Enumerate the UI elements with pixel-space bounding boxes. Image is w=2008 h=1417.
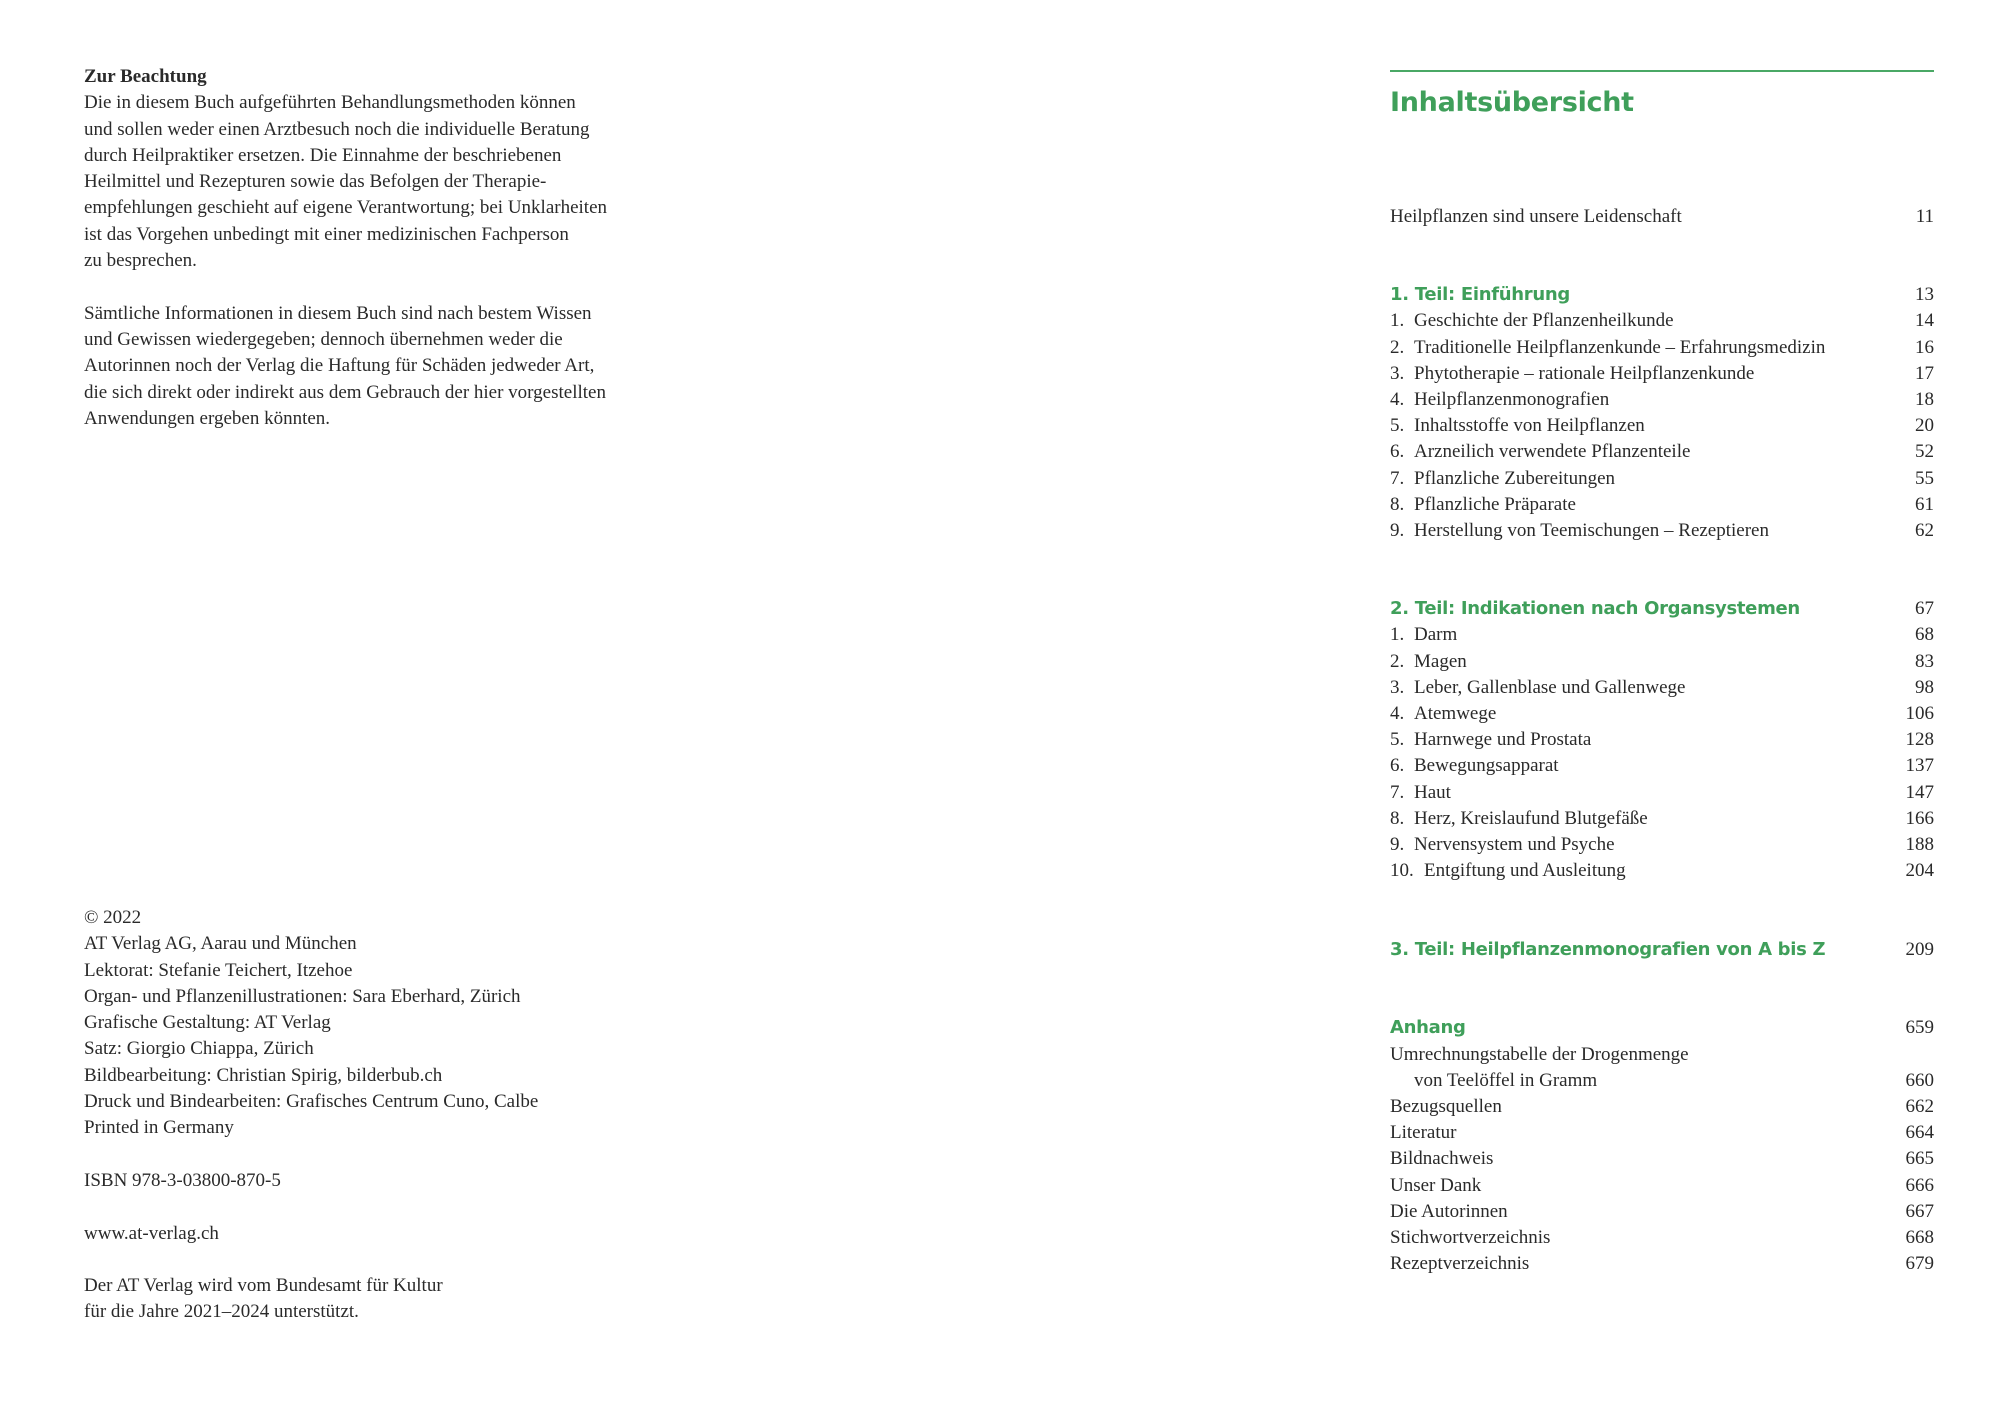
toc-entry-number: 1. bbox=[1390, 624, 1405, 646]
toc-entry-title: Bildnachweis bbox=[1390, 1148, 1494, 1170]
disclaimer-line: Autorinnen noch der Verlag die Haftung für Schäden jedweder Art, bbox=[84, 355, 595, 377]
funding-note: Der AT Verlag wird vom Bundesamt für Kultur bbox=[84, 1275, 443, 1297]
toc-entry-page: 11 bbox=[1915, 206, 1934, 227]
toc-entry-page: 98 bbox=[1915, 676, 1934, 698]
toc-entry-title bbox=[1390, 701, 1496, 727]
notice-line: durch Heilpraktiker ersetzen. Die Einnahme der beschriebenen bbox=[84, 144, 562, 166]
toc-entry-title bbox=[1390, 622, 1457, 648]
imprint-section bbox=[84, 905, 684, 1326]
toc-entry-page: 662 bbox=[1905, 1096, 1934, 1118]
toc-entry-text: Herz, Kreislaufund Blutgefäße bbox=[1414, 807, 1648, 829]
toc-entry-number: 6. bbox=[1390, 755, 1405, 777]
disclaimer-line: die sich direkt oder indirekt aus dem Gebrauch der hier vorgestellten bbox=[84, 381, 606, 403]
toc-entry-text: Atemwege bbox=[1414, 703, 1497, 725]
toc-entry-number: 3. bbox=[1390, 362, 1405, 384]
toc-entry-title: Heilpflanzen sind unsere Leidenschaft bbox=[1390, 206, 1682, 227]
toc-entry[interactable] bbox=[1390, 361, 1934, 387]
toc-divider bbox=[1390, 70, 1934, 72]
toc-entry-title bbox=[1390, 753, 1559, 779]
toc-entry-text: Phytotherapie – rationale Heilpflanzenkunde bbox=[1414, 362, 1755, 384]
toc-entry-number: 6. bbox=[1390, 441, 1405, 463]
toc-entry[interactable] bbox=[1390, 518, 1934, 544]
toc-entry-page: 166 bbox=[1905, 807, 1934, 829]
toc-entry[interactable] bbox=[1390, 439, 1934, 465]
toc-entry-text: Pflanzliche Präparate bbox=[1414, 493, 1576, 515]
toc-entry-page: 668 bbox=[1905, 1227, 1934, 1249]
copyright: © 2022 bbox=[84, 907, 142, 928]
notice-section bbox=[84, 64, 684, 432]
funding-note: für die Jahre 2021–2024 unterstützt. bbox=[84, 1301, 359, 1323]
toc-entry-page: 52 bbox=[1915, 441, 1934, 463]
toc-part-2[interactable] bbox=[1390, 596, 1934, 622]
printed-in: Printed in Germany bbox=[84, 1117, 234, 1139]
toc-entry-title: Bezugsquellen bbox=[1390, 1096, 1502, 1118]
toc-entry[interactable] bbox=[1390, 806, 1934, 832]
toc-entry-page: 68 bbox=[1915, 624, 1934, 646]
toc-entry-page: 204 bbox=[1905, 860, 1934, 882]
toc-entry-title bbox=[1390, 806, 1648, 832]
toc-entry[interactable] bbox=[1390, 753, 1934, 779]
toc-entry-number: 4. bbox=[1390, 703, 1405, 725]
toc-part-title: 3. Teil: Heilpflanzenmonografien von A bis Z bbox=[1390, 938, 1826, 960]
toc-entry-text: Leber, Gallenblase und Gallenwege bbox=[1414, 676, 1686, 698]
toc-entry-number: 4. bbox=[1390, 389, 1405, 411]
toc-entry-page: 14 bbox=[1915, 310, 1934, 332]
toc-entry-number: 10. bbox=[1390, 860, 1414, 882]
toc-part-title: 1. Teil: Einführung bbox=[1390, 284, 1570, 306]
toc-entry[interactable] bbox=[1390, 675, 1934, 701]
toc-entry[interactable] bbox=[1390, 413, 1934, 439]
toc-entry-page: 679 bbox=[1905, 1253, 1934, 1275]
typesetting-credit: Satz: Giorgio Chiappa, Zürich bbox=[84, 1038, 314, 1060]
toc-entry-title: Stichwortverzeichnis bbox=[1390, 1227, 1551, 1249]
toc-part-page: 67 bbox=[1915, 598, 1934, 620]
toc-entry-text: Haut bbox=[1414, 781, 1451, 803]
toc-entry-number: 2. bbox=[1390, 336, 1405, 358]
toc-entry-number: 2. bbox=[1390, 650, 1405, 672]
table-of-contents bbox=[1390, 70, 1934, 1277]
toc-entry-page: 20 bbox=[1915, 415, 1934, 437]
notice-line: zu besprechen. bbox=[84, 250, 197, 272]
toc-entry-title bbox=[1390, 727, 1591, 753]
toc-entry-page: 83 bbox=[1915, 650, 1934, 672]
toc-entry[interactable] bbox=[1390, 780, 1934, 806]
toc-entry[interactable] bbox=[1390, 622, 1934, 648]
notice-line: Die in diesem Buch aufgeführten Behandlungsmethoden können bbox=[84, 92, 576, 114]
notice-line: empfehlungen geschieht auf eigene Verantwortung; bei Unklarheiten bbox=[84, 197, 608, 219]
disclaimer-line: und Gewissen wiedergegeben; dennoch übernehmen weder die bbox=[84, 328, 563, 350]
toc-entry-title bbox=[1390, 361, 1754, 387]
toc-entry-title: Unser Dank bbox=[1390, 1174, 1482, 1196]
toc-entry-page: 664 bbox=[1905, 1122, 1934, 1144]
toc-entry[interactable] bbox=[1390, 701, 1934, 727]
toc-entry-title: Die Autorinnen bbox=[1390, 1200, 1508, 1222]
toc-entry-page: 61 bbox=[1915, 493, 1934, 515]
toc-entry-intro[interactable] bbox=[1390, 204, 1934, 230]
toc-entry-title bbox=[1390, 308, 1674, 334]
disclaimer-line: Sämtliche Informationen in diesem Buch sind nach bestem Wissen bbox=[84, 302, 592, 324]
toc-entry[interactable] bbox=[1390, 335, 1934, 361]
toc-entry[interactable] bbox=[1390, 1173, 1934, 1199]
toc-entry-text: Pflanzliche Zubereitungen bbox=[1414, 467, 1616, 489]
toc-part-page: 209 bbox=[1905, 938, 1934, 960]
toc-entry[interactable] bbox=[1390, 1225, 1934, 1251]
toc-entry[interactable] bbox=[1390, 492, 1934, 518]
toc-part-title: Anhang bbox=[1390, 1017, 1466, 1039]
toc-entry-text: Geschichte der Pflanzenheilkunde bbox=[1414, 310, 1674, 332]
toc-list bbox=[1390, 120, 1934, 1277]
toc-entry-title bbox=[1390, 466, 1615, 492]
toc-entry-title: Literatur bbox=[1390, 1122, 1457, 1144]
toc-entry-page: 62 bbox=[1915, 520, 1934, 542]
toc-part-page: 13 bbox=[1915, 284, 1934, 306]
toc-entry[interactable] bbox=[1390, 1120, 1934, 1146]
toc-entry-text: Inhaltsstoffe von Heilpflanzen bbox=[1414, 415, 1645, 437]
toc-entry-text: Nervensystem und Psyche bbox=[1414, 834, 1615, 856]
toc-entry[interactable] bbox=[1390, 858, 1934, 884]
toc-entry-page: 666 bbox=[1905, 1174, 1934, 1196]
toc-entry-title bbox=[1390, 387, 1609, 413]
toc-entry-number: 3. bbox=[1390, 676, 1405, 698]
design-credit: Grafische Gestaltung: AT Verlag bbox=[84, 1012, 331, 1034]
notice-line: ist das Vorgehen unbedingt mit einer medizinischen Fachperson bbox=[84, 223, 569, 245]
toc-entry-page: 665 bbox=[1905, 1148, 1934, 1170]
toc-entry-page: 106 bbox=[1905, 703, 1934, 725]
toc-entry[interactable] bbox=[1390, 727, 1934, 753]
toc-entry-text: Magen bbox=[1414, 650, 1467, 672]
toc-heading: Inhaltsübersicht bbox=[1390, 87, 1634, 118]
toc-entry-number: 8. bbox=[1390, 807, 1405, 829]
toc-entry-title bbox=[1390, 649, 1467, 675]
toc-entry-number: 7. bbox=[1390, 467, 1405, 489]
notice-line: Heilmittel und Rezepturen sowie das Befolgen der Therapie- bbox=[84, 171, 547, 193]
notice-line: und sollen weder einen Arztbesuch noch die individuelle Beratung bbox=[84, 118, 590, 140]
toc-entry-text: Bewegungsapparat bbox=[1414, 755, 1559, 777]
toc-entry-text: Entgiftung und Ausleitung bbox=[1424, 860, 1626, 882]
toc-entry-page: 17 bbox=[1915, 362, 1934, 384]
toc-entry-title bbox=[1390, 492, 1576, 518]
toc-part-page: 659 bbox=[1905, 1017, 1934, 1039]
toc-entry-title bbox=[1390, 518, 1769, 544]
disclaimer-line: Anwendungen ergeben könnten. bbox=[84, 407, 331, 429]
editing-credit: Lektorat: Stefanie Teichert, Itzehoe bbox=[84, 959, 353, 981]
toc-appendix[interactable] bbox=[1390, 1015, 1934, 1041]
toc-entry-number: 9. bbox=[1390, 834, 1405, 856]
toc-entry-number: 8. bbox=[1390, 493, 1405, 515]
toc-entry-number: 5. bbox=[1390, 415, 1405, 437]
toc-entry-number: 1. bbox=[1390, 310, 1405, 332]
toc-entry[interactable] bbox=[1390, 1042, 1934, 1068]
toc-entry-text: Harnwege und Prostata bbox=[1414, 729, 1592, 751]
illustrations-credit: Organ- und Pflanzenillustrationen: Sara Eberhard, Zürich bbox=[84, 985, 521, 1007]
toc-entry-page: 660 bbox=[1905, 1069, 1934, 1091]
toc-entry-title bbox=[1390, 335, 1825, 361]
toc-entry-title bbox=[1390, 413, 1645, 439]
toc-part-title: 2. Teil: Indikationen nach Organsystemen bbox=[1390, 598, 1800, 620]
toc-entry-page: 137 bbox=[1905, 755, 1934, 777]
toc-entry-number: 9. bbox=[1390, 520, 1405, 542]
toc-entry[interactable] bbox=[1390, 1094, 1934, 1120]
toc-entry[interactable] bbox=[1390, 308, 1934, 334]
toc-entry[interactable] bbox=[1390, 1251, 1934, 1277]
toc-entry-page: 55 bbox=[1915, 467, 1934, 489]
toc-entry[interactable] bbox=[1390, 832, 1934, 858]
toc-entry[interactable] bbox=[1390, 1068, 1934, 1094]
toc-entry-text: Herstellung von Teemischungen – Rezeptieren bbox=[1414, 520, 1769, 542]
toc-entry-title bbox=[1390, 780, 1451, 806]
toc-entry-page: 16 bbox=[1915, 336, 1934, 358]
toc-entry[interactable] bbox=[1390, 1199, 1934, 1225]
notice-title: Zur Beachtung bbox=[84, 66, 207, 87]
toc-entry-title: von Teelöffel in Gramm bbox=[1414, 1069, 1598, 1091]
toc-entry-text: Heilpflanzenmonografien bbox=[1414, 389, 1610, 411]
toc-entry-title: Umrechnungstabelle der Drogenmenge bbox=[1390, 1043, 1689, 1065]
toc-entry-title: Rezeptverzeichnis bbox=[1390, 1253, 1530, 1275]
toc-entry-number: 7. bbox=[1390, 781, 1405, 803]
toc-entry-page: 667 bbox=[1905, 1200, 1934, 1222]
website-link[interactable]: www.at-verlag.ch bbox=[84, 1222, 219, 1244]
toc-entry-title bbox=[1390, 675, 1685, 701]
publisher: AT Verlag AG, Aarau und München bbox=[84, 933, 357, 955]
toc-entry[interactable] bbox=[1390, 1146, 1934, 1172]
toc-entry-text: Traditionelle Heilpflanzenkunde – Erfahrungsmedizin bbox=[1414, 336, 1826, 358]
toc-entry-page: 18 bbox=[1915, 389, 1934, 411]
toc-entry-title bbox=[1390, 858, 1626, 884]
toc-entry[interactable] bbox=[1390, 649, 1934, 675]
toc-entry-title bbox=[1390, 832, 1615, 858]
toc-entry-text: Darm bbox=[1414, 624, 1458, 646]
toc-entry[interactable] bbox=[1390, 466, 1934, 492]
toc-entry-text: Arzneilich verwendete Pflanzenteile bbox=[1414, 441, 1691, 463]
toc-entry[interactable] bbox=[1390, 387, 1934, 413]
toc-entry-page: 147 bbox=[1905, 781, 1934, 803]
toc-entry-number: 5. bbox=[1390, 729, 1405, 751]
toc-entry-page: 188 bbox=[1905, 834, 1934, 856]
printing-credit: Druck und Bindearbeiten: Grafisches Centrum Cuno, Calbe bbox=[84, 1091, 539, 1113]
toc-part-3[interactable] bbox=[1390, 937, 1934, 963]
toc-entry-title bbox=[1390, 439, 1690, 465]
toc-entry-page: 128 bbox=[1905, 729, 1934, 751]
image-editing-credit: Bildbearbeitung: Christian Spirig, bilderbub.ch bbox=[84, 1064, 443, 1086]
toc-part-1[interactable] bbox=[1390, 282, 1934, 308]
isbn: ISBN 978-3-03800-870-5 bbox=[84, 1169, 281, 1191]
